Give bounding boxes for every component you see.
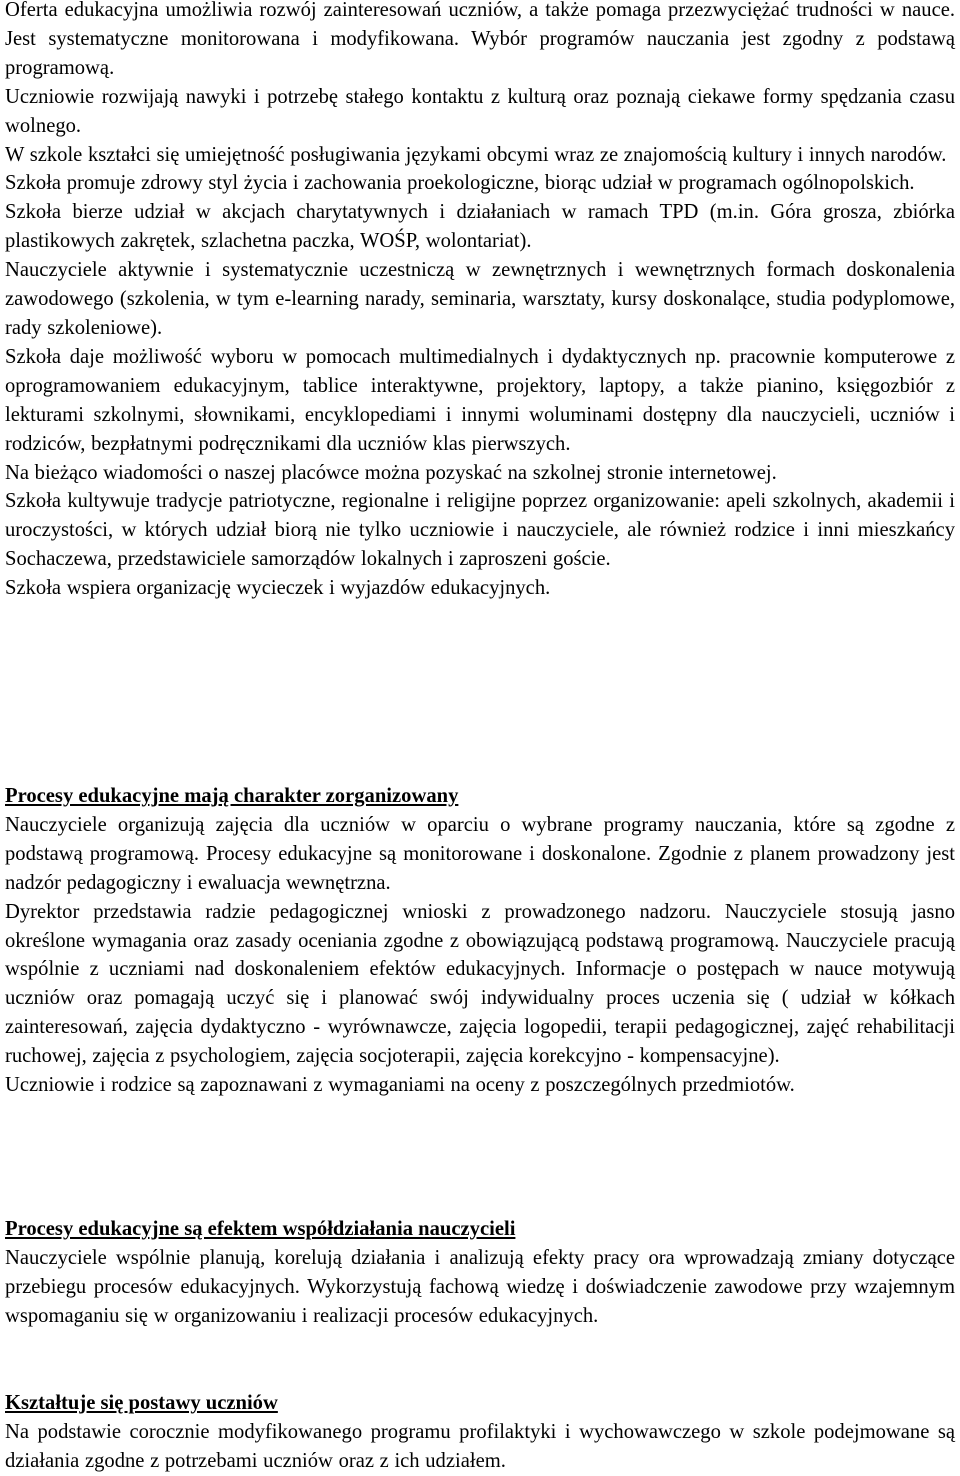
section-heading: Procesy edukacyjne są efektem współdziałania nauczycieli xyxy=(5,1218,516,1240)
paragraph-charity: Szkoła bierze udział w akcjach charytatywnych i działaniach w ramach TPD (m.in. Góra grosza, zbiórka plastikowych zakrętek, szlachetna paczka, WOŚP, wolontariat). xyxy=(5,201,955,253)
paragraph-teacher-development: Nauczyciele aktywnie i systematycznie uczestniczą w zewnętrznych i wewnętrznych formach doskonalenia zawodowego (szkolenia, w tym e-learning narady, seminaria, warsztaty, kursy doskonalące, studia podyplomowe, rady szkoleniowe). xyxy=(5,259,955,339)
paragraph-languages: W szkole kształci się umiejętność posługiwania językami obcymi wraz ze znajomością kultury i innych narodów. xyxy=(5,143,947,166)
paragraph-educational-offer: Oferta edukacyjna umożliwia rozwój zainteresowań uczniów, a także pomaga przezwyciężać trudności w nauce. Jest systematyczne monitorowana i modyfikowana. Wybór programów nauczania jest zgodny z podstawą programową. xyxy=(5,0,955,79)
section-organized-processes xyxy=(5,782,955,1100)
paragraph-trips: Szkoła wspiera organizację wycieczek i wyjazdów edukacyjnych. xyxy=(5,577,551,600)
paragraph-supervision: Dyrektor przedstawia radzie pedagogicznej wnioski z prowadzonego nadzoru. Nauczyciele stosują jasno określone wymagania oraz zasady oceniania zgodne z obowiązującą podstawą programową. Nauczyciele pracują wspólnie z uczniami nad doskonaleniem efektów edukacyjnych. Informacje o postępach w nauce motywują uczniów oraz pomagają uczyć się i planować swój indywidualny proces uczenia się ( udział w kółkach zainteresowań, zajęcia dydaktyczno - wyrównawcze, zajęcia logopedii, terapii pedagogicznej, zajęć rehabilitacji ruchowej, zajęcia z psychologiem, zajęcia socjoterapii, zajęcia korekcyjno - kompensacyjne). xyxy=(5,900,955,1068)
section-student-attitudes xyxy=(5,1389,955,1476)
intro-block xyxy=(5,0,955,603)
section-heading: Procesy edukacyjne mają charakter zorganizowany xyxy=(5,785,459,807)
section-teacher-cooperation xyxy=(5,1215,955,1331)
paragraph-grading-requirements: Uczniowie i rodzice są zapoznawani z wymaganiami na oceny z poszczególnych przedmiotów. xyxy=(5,1074,795,1097)
paragraph-traditions: Szkoła kultywuje tradycje patriotyczne, regionalne i religijne poprzez organizowanie: apeli szkolnych, akademii i uroczystości, w których udział biorą nie tylko uczniowie i nauczyciele, ale również rodzice i inni mieszkańcy Sochaczewa, przedstawiciele samorządów lokalnych i zaproszeni goście. xyxy=(5,490,955,571)
paragraph-prevention-program: Na podstawie corocznie modyfikowanego programu profilaktyki i wychowawczego w szkole podejmowane są działania zgodne z potrzebami uczniów oraz z ich udziałem. xyxy=(5,1420,955,1472)
section-heading: Kształtuje się postawy uczniów xyxy=(5,1392,278,1414)
paragraph-joint-planning: Nauczyciele wspólnie planują, korelują działania i analizują efekty pracy ora wprowadzają zmiany dotyczące przebiegu procesów edukacyjnych. Wykorzystują fachową wiedzę i doświadczenie zawodowe przy wzajemnym wspomaganiu się w organizowaniu i realizacji procesów edukacyjnych. xyxy=(5,1246,955,1327)
paragraph-culture: Uczniowie rozwijają nawyki i potrzebę stałego kontaktu z kulturą oraz poznają ciekawe formy spędzania czasu wolnego. xyxy=(5,85,955,137)
paragraph-multimedia-aids: Szkoła daje możliwość wyboru w pomocach multimedialnych i dydaktycznych np. pracownie komputerowe z oprogramowaniem edukacyjnym, tablice interaktywne, projektory, laptopy, a także pianino, księgozbiór z lekturami szkolnymi, słownikami, encyklopediami i innymi woluminami dostępny dla nauczycieli, uczniów i rodziców, bezpłatnymi podręcznikami dla uczniów klas pierwszych. xyxy=(5,345,955,455)
paragraph-healthy-lifestyle: Szkoła promuje zdrowy styl życia i zachowania proekologiczne, biorąc udział w programach ogólnopolskich. xyxy=(5,172,915,195)
paragraph-website-info: Na bieżąco wiadomości o naszej placówce można pozyskać na szkolnej stronie internetowej. xyxy=(5,461,777,484)
paragraph-curriculum: Nauczyciele organizują zajęcia dla uczniów w oparciu o wybrane programy nauczania, które są zgodne z podstawą programową. Procesy edukacyjne są monitorowane i doskonalone. Zgodnie z planem prowadzony jest nadzór pedagogiczny i ewaluacja wewnętrzna. xyxy=(5,813,955,894)
